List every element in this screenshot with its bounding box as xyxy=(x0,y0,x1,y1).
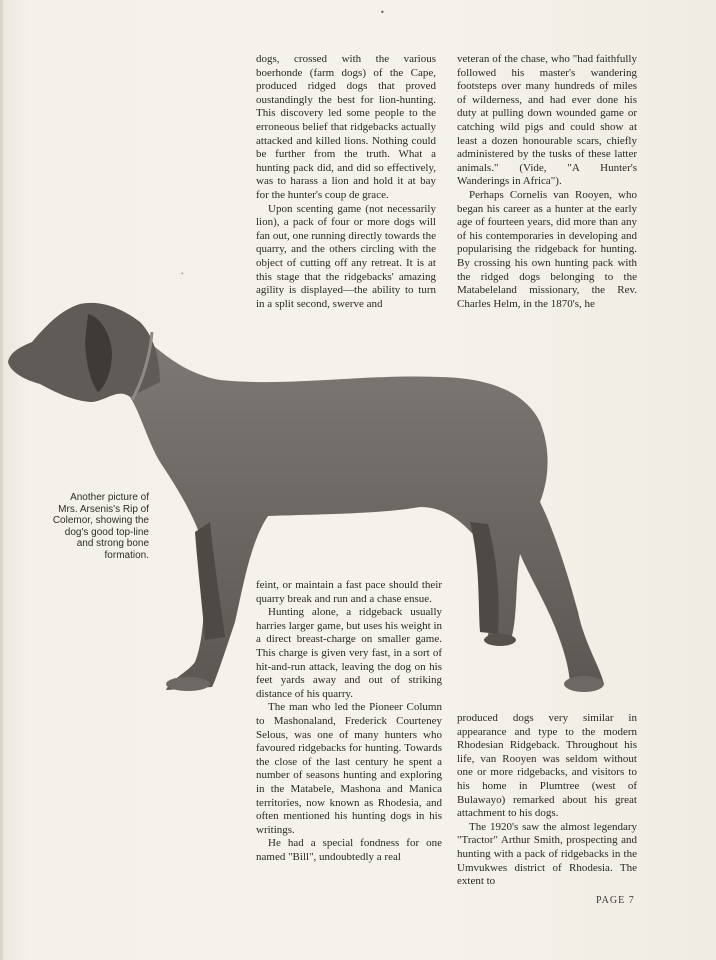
paragraph: veteran of the chase, who "had faithfully followed his master's wandering footsteps over many hundreds of miles of wilderness, and had ever done his duty at pulling down wounded game or catching wild pigs and could show at least a dozen honourable scars, chiefly administered by the tusks of these latter animals." (Vide, "A Hunter's Wanderings in Africa"). xyxy=(457,53,637,188)
photo-caption: Another picture of Mrs. Arsenis's Rip of Colemor, showing the dog's good top-line and strong bone formation. xyxy=(52,492,149,561)
dog-far-paw xyxy=(484,634,516,646)
paragraph: The man who led the Pioneer Column to Mashonaland, Frederick Courteney Selous, was one of many hunters who favoured ridgebacks for hunting. Towards the close of the last century he spent a number of seasons hunting and exploring in the Matabele, Mashona and Manica territories, now known as Rhodesia, and often mentioned his hunting dogs in his writings. xyxy=(256,701,442,836)
dog-front-paw xyxy=(166,677,210,691)
paragraph: dogs, crossed with the various boerhonde (farm dogs) of the Cape, produced ridged dogs that proved oustandingly the best for lion-hunting. This discovery led some people to the erroneous belief that ridgebacks actually attacked and killed lions. Nothing could be further from the truth. What a hunting pack did, and did so effectively, was to harass a lion and hold it at bay for the hunter's coup de grace. xyxy=(256,53,436,201)
print-mark: ⁺ xyxy=(180,270,185,279)
paragraph: The 1920's saw the almost legendary "Tractor" Arthur Smith, prospecting and hunting with a pack of ridgebacks in the Umvukwes district of Rhodesia. The extent to xyxy=(457,820,637,888)
paragraph: feint, or maintain a fast pace should their quarry break and run and a chase ensue. xyxy=(256,579,442,605)
paragraph: He had a special fondness for one named "Bill", undoubtedly a real xyxy=(256,837,442,863)
paragraph: Perhaps Cornelis van Rooyen, who began his career as a hunter at the early age of fourteen years, did more than any of his contemporaries in developing and popularising the ridgeback for hunting. By crossing his own hunting pack with the ridged dogs belonging to the Matabeleland missionary, the Rev. Charles Helm, in the 1870's, he xyxy=(457,188,637,310)
text-column-top-left xyxy=(256,53,436,311)
page-number: PAGE 7 xyxy=(596,895,635,906)
text-column-bottom-right xyxy=(457,712,637,889)
print-mark: • xyxy=(380,8,385,17)
paragraph: Upon scenting game (not necessarily lion), a pack of four or more dogs will fan out, one running directly towards the quarry, and the others circling with the object of cutting off any retreat. It is at this stage that the ridgebacks' amazing agility is displayed—the ability to turn in a split second, swerve and xyxy=(256,202,436,310)
text-column-bottom-left xyxy=(256,579,442,864)
paragraph: produced dogs very similar in appearance and type to the modern Rhodesian Ridgeback. Throughout his life, van Rooyen was seldom without one or more ridgebacks, and visitors to his home in Plumtree (west of Bulawayo) remarked about his great attachment to his dogs. xyxy=(457,712,637,820)
text-column-top-right xyxy=(457,53,637,311)
dog-hind-paw xyxy=(564,676,604,692)
paragraph: Hunting alone, a ridgeback usually harries larger game, but uses his weight in a direct breast-charge on smaller game. This charge is given very fast, in a sort of hit-and-run attack, leaving the dog on his feet yards away and out of striking distance of his quarry. xyxy=(256,606,442,700)
